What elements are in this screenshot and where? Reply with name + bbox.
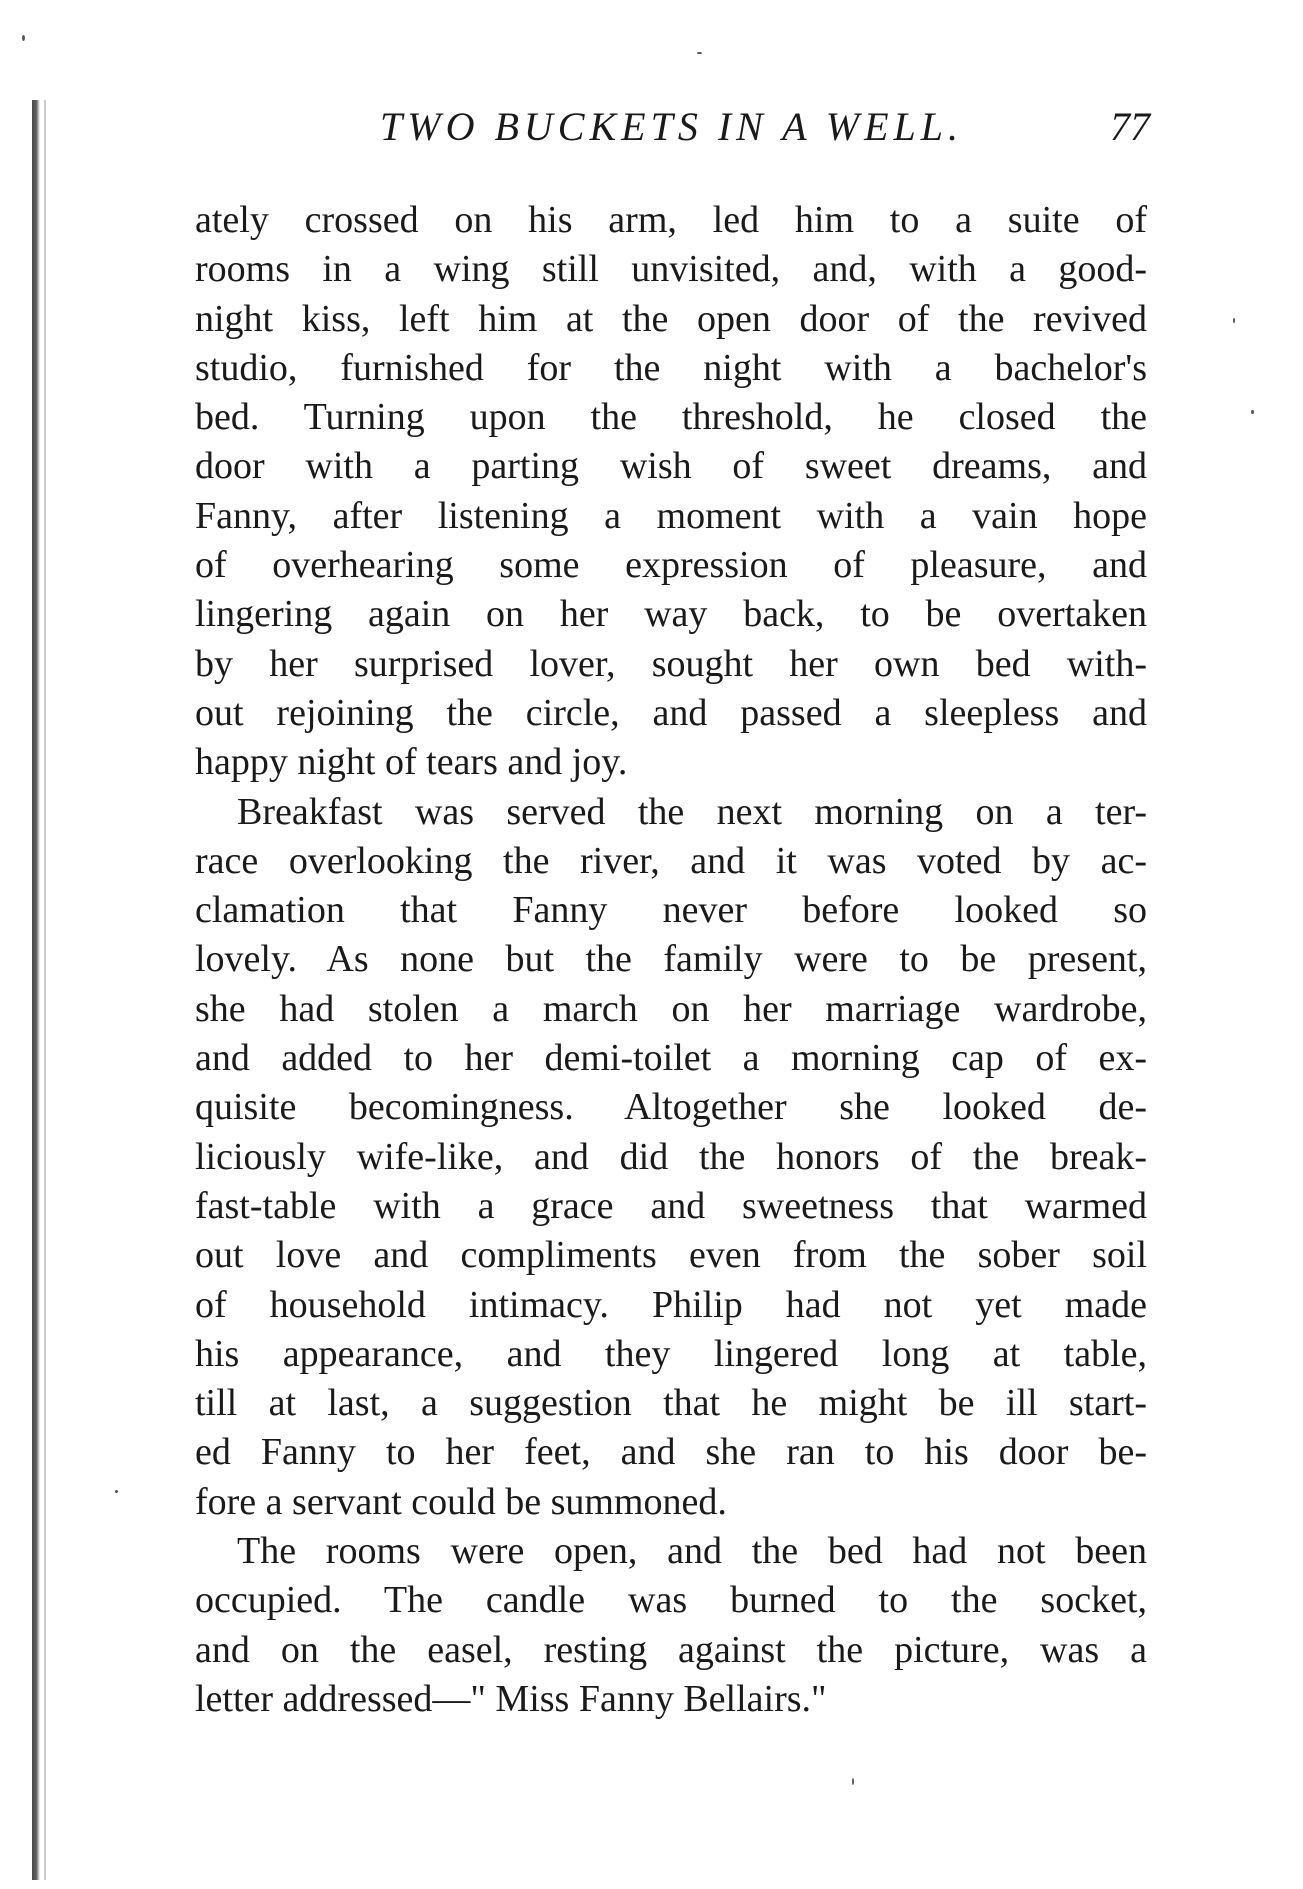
text-line: out love and compliments even from the sober soil [195, 1234, 1147, 1277]
text-line: ed Fanny to her feet, and she ran to his door be- [195, 1431, 1147, 1474]
binding-shadow [44, 100, 46, 1880]
text-line: till at last, a suggestion that he might be ill start- [195, 1382, 1147, 1425]
text-line: quisite becomingness. Altogether she looked de- [195, 1086, 1147, 1129]
text-line: rooms in a wing still unvisited, and, with a good- [195, 248, 1147, 291]
text-line: happy night of tears and joy. [195, 741, 628, 784]
scan-speck [697, 52, 702, 54]
scan-speck [852, 1778, 854, 1785]
text-line: liciously wife-like, and did the honors of the break- [195, 1135, 1147, 1178]
scan-speck [22, 35, 25, 41]
text-line: night kiss, left him at the open door of the revived [195, 297, 1147, 340]
text-line: of overhearing some expression of pleasure, and [195, 544, 1147, 587]
running-head: TWO BUCKETS IN A WELL. [380, 104, 964, 149]
text-line: lovely. As none but the family were to be present, [195, 938, 1147, 981]
text-line: race overlooking the river, and it was voted by ac- [195, 839, 1147, 882]
scan-speck [1251, 410, 1254, 414]
text-line: of household intimacy. Philip had not yet made [195, 1283, 1147, 1326]
paragraph [195, 788, 1147, 1527]
text-line: letter addressed—" Miss Fanny Bellairs." [195, 1677, 827, 1720]
text-line: occupied. The candle was burned to the socket, [195, 1579, 1147, 1622]
text-line: Fanny, after listening a moment with a vain hope [195, 494, 1147, 537]
text-line: fore a servant could be summoned. [195, 1480, 727, 1523]
text-line: his appearance, and they lingered long at table, [195, 1332, 1147, 1375]
text-line: by her surprised lover, sought her own bed with- [195, 642, 1147, 685]
text-line: ately crossed on his arm, led him to a suite of [195, 199, 1147, 241]
text-line: fast-table with a grace and sweetness that warmed [195, 1184, 1147, 1227]
text-line: she had stolen a march on her marriage wardrobe, [195, 987, 1147, 1030]
text-line: and added to her demi-toilet a morning cap of ex- [195, 1037, 1147, 1080]
scan-speck [1233, 318, 1235, 323]
paragraph [195, 1527, 1147, 1724]
page-number: 77 [1110, 104, 1150, 149]
text-line: bed. Turning upon the threshold, he closed the [195, 396, 1147, 439]
binding-edge [32, 100, 40, 1880]
text-line: Breakfast was served the next morning on a ter- [237, 790, 1147, 833]
text-line: door with a parting wish of sweet dreams, and [195, 445, 1147, 488]
text-line: lingering again on her way back, to be overtaken [195, 593, 1147, 636]
text-line: studio, furnished for the night with a bachelor's [195, 346, 1147, 389]
paragraph [195, 196, 1147, 788]
scan-speck [115, 1490, 118, 1493]
text-line: clamation that Fanny never before looked so [195, 889, 1147, 932]
text-line: The rooms were open, and the bed had not been [237, 1530, 1147, 1573]
text-line: out rejoining the circle, and passed a sleepless and [195, 691, 1147, 734]
text-line: and on the easel, resting against the picture, was a [195, 1628, 1147, 1671]
body-text [195, 196, 1147, 1724]
